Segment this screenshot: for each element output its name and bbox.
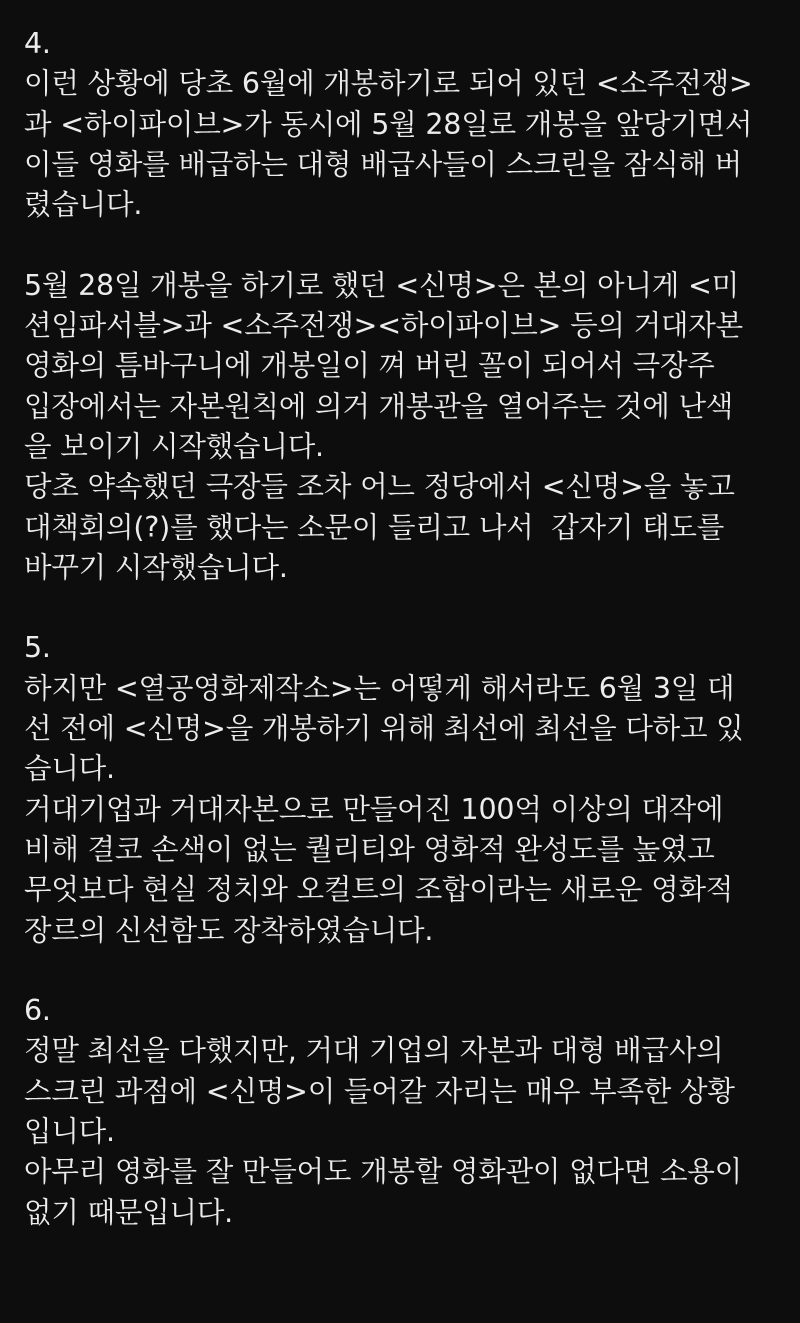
article-body [24,24,784,1233]
paragraph-gap [24,951,784,991]
paragraph-line: 당초 약속했던 극장들 조차 어느 정당에서 <신명>을 놓고 [24,470,735,504]
paragraph-line: 입니다. [24,1115,115,1149]
paragraph-gap [24,588,784,628]
paragraph-gap [24,225,784,265]
paragraph-line: 비해 결코 손색이 없는 퀄리티와 영화적 완성도를 높였고 [24,832,715,866]
paragraph-line: 바꾸기 시작했습니다. [24,550,288,584]
section-6 [24,991,784,1233]
paragraph-line: 이런 상황에 당초 6월에 개봉하기로 되어 있던 <소주전쟁> [24,67,753,101]
section-5 [24,628,784,950]
paragraph-line: 무엇보다 현실 정치와 오컬트의 조합이라는 새로운 영화적 [24,873,734,907]
paragraph-line: 정말 최선을 다했지만, 거대 기업의 자본과 대형 배급사의 [24,1034,724,1068]
paragraph-line: 대책회의(?)를 했다는 소문이 들리고 나서 갑자기 태도를 [24,510,725,544]
section-number: 6. [24,994,51,1028]
paragraph-line: 하지만 <열공영화제작소>는 어떻게 해서라도 6월 3일 대 [24,671,735,705]
paragraph-line: 영화의 틈바구니에 개봉일이 껴 버린 꼴이 되어서 극장주 [24,349,715,383]
paragraph-line: 5월 28일 개봉을 하기로 했던 <신명>은 본의 아니게 <미 [24,268,740,302]
paragraph-line: 습니다. [24,752,115,786]
paragraph-line: 장르의 신선함도 장착하였습니다. [24,913,434,947]
paragraph-line: 선 전에 <신명>을 개봉하기 위해 최선에 최선을 다하고 있 [24,712,744,746]
paragraph-line: 션임파서블>과 <소주전쟁><하이파이브> 등의 거대자본 [24,309,743,343]
paragraph-line: 이들 영화를 배급하는 대형 배급사들이 스크린을 잠식해 버 [24,147,742,181]
paragraph-line: 입장에서는 자본원칙에 의거 개봉관을 열어주는 것에 난색 [24,389,734,423]
section-number: 4. [24,27,51,60]
section-4 [24,24,784,225]
paragraph-line: 을 보이기 시작했습니다. [24,429,324,463]
paragraph-line: 스크린 과점에 <신명>이 들어갈 자리는 매우 부족한 상황 [24,1074,735,1108]
section-4-continued [24,266,784,588]
paragraph-line: 과 <하이파이브>가 동시에 5월 28일로 개봉을 앞당기면서 [24,107,753,141]
paragraph-line: 없기 때문입니다. [24,1195,234,1229]
paragraph-line: 거대기업과 거대자본으로 만들어진 100억 이상의 대작에 [24,792,724,826]
paragraph-line: 아무리 영화를 잘 만들어도 개봉할 영화관이 없다면 소용이 [24,1155,742,1189]
section-number: 5. [24,631,51,665]
paragraph-line: 렸습니다. [24,188,143,222]
